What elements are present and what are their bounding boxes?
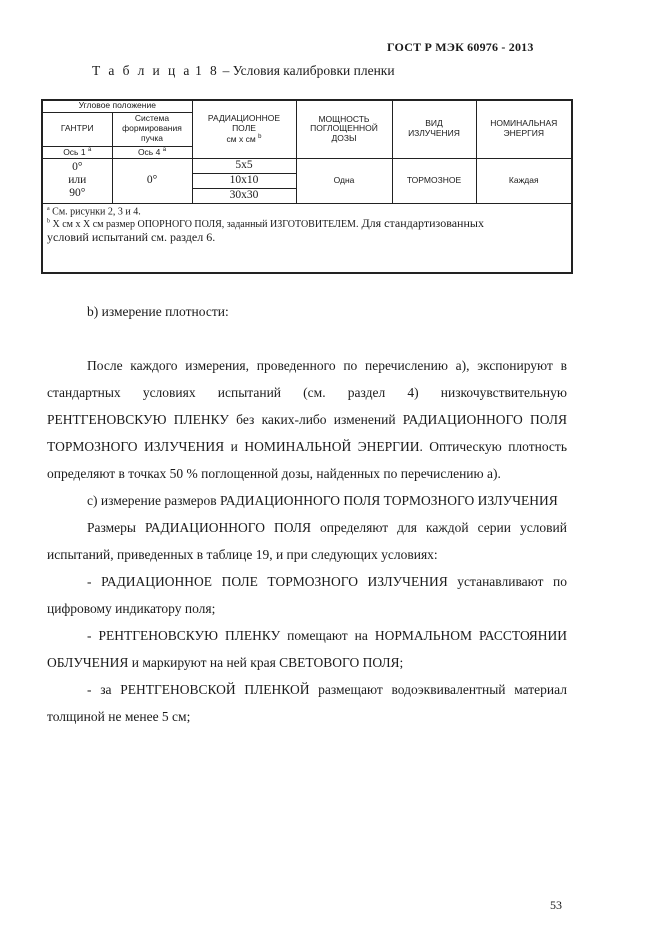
dose-rate-value: Одна [296,158,392,203]
item-c: с) измерение размеров РАДИАЦИОННОГО ПОЛЯ ТОРМОЗНОГО ИЗЛУЧЕНИЯ [87,493,558,508]
table-caption [92,63,395,79]
paragraph-field-size: Размеры РАДИАЦИОННОГО ПОЛЯ определяют для каждой серии условий испытаний, приведенных в таблице 19, и при следующих условиях: [47,520,567,562]
radiation-field-line2: ПОЛЕ [232,122,256,133]
radiation-field-unit [195,134,294,145]
axis1-header [42,146,112,158]
radiation-type-value: ТОРМОЗНОЕ [392,158,476,203]
gantry-value-0: 0° [72,160,83,173]
energy-value: Каждая [476,158,572,203]
item-b-text: b) измерение плотности: [87,304,229,319]
radiation-field-unit-text: см x см [226,133,256,144]
body-text [47,352,567,730]
radiation-type-line1: ВИД [425,118,443,129]
footnote-b-ref: b [258,133,262,140]
axis4-text: Ось 4 [137,146,161,157]
footnote-a-text: См. рисунки 2, 3 и 4. [49,205,141,217]
collimator-line3: пучка [141,132,163,143]
caption-prefix: Т а б л и ц а [92,63,192,78]
calibration-table [41,99,573,274]
dash-item-2: - РЕНТГЕНОВСКУЮ ПЛЕНКУ помещают на НОРМАЛЬНОМ РАССТОЯНИИ ОБЛУЧЕНИЯ и маркируют на ней края СВЕТОВОГО ПОЛЯ; [47,628,567,670]
table-footnotes [42,203,572,273]
document-header: ГОСТ Р МЭК 60976 - 2013 [387,40,534,54]
dash-item-1: - РАДИАЦИОННОЕ ПОЛЕ ТОРМОЗНОГО ИЗЛУЧЕНИЯ устанавливают по цифровому индикатору поля; [47,574,567,616]
footnote-b-text: X см x X см размер ОПОРНОГО ПОЛЯ, заданный ИЗГОТОВИТЕЛЕМ. [50,219,359,231]
radiation-type-header [392,100,476,158]
nominal-energy-header [476,100,572,158]
axis1-text: Ось 1 [63,146,86,157]
footnote-a-mark: a [47,205,50,212]
paragraph-density-exposure: После каждого измерения, проведенного по перечислению а), экспонируют в стандартных условиях испытаний (см. раздел 4) низкочувствительную РЕНТГЕНОВСКУЮ ПЛЕНКУ без каких-либо изменений РАДИАЦИОННОГО ПОЛЯ ТОРМОЗНОГО ИЗЛУЧЕНИЯ и НОМИНАЛЬНОЙ ЭНЕРГИИ. Оптическую плотность определяют в точках 50 % поглощенной дозы, найденных по перечислению а). [47,358,567,481]
footnote-a [47,206,567,218]
collimator-line2: формирования [122,123,182,134]
footnote-a-ref: a [162,146,167,153]
dose-rate-line3: ДОЗЫ [331,133,357,144]
nominal-energy-line2: ЭНЕРГИЯ [503,128,544,139]
gantry-value-or: или [68,173,87,186]
collimator-header [112,112,192,146]
page-number: 53 [550,898,562,912]
field-size-cell: 30x30 [192,188,296,203]
footnote-b [47,217,567,231]
footnote-b-mark: b [47,219,50,225]
radiation-field-line1: РАДИАЦИОННОЕ [207,113,281,124]
dose-rate-line2: ПОГЛОЩЕННОЙ [310,123,378,134]
gantry-values [42,158,112,203]
dose-rate-header [296,100,392,158]
footnote-b-continuation: Для стандартизованных [358,216,484,231]
dose-rate-line1: МОЩНОСТЬ [318,113,370,124]
collimator-value: 0° [112,158,192,203]
axis4-header [112,146,192,158]
field-size-cell: 10x10 [192,173,296,188]
caption-number: 1 8 [195,63,220,78]
angular-position-header: Угловое положение [42,100,192,112]
nominal-energy-line1: НОМИНАЛЬНАЯ [490,118,558,129]
caption-title: – Условия калибровки пленки [222,63,395,78]
gantry-value-90: 90° [69,187,86,200]
field-size-cell: 5x5 [192,158,296,173]
collimator-line1: Система [134,113,170,124]
footnote-a-ref: a [87,146,92,153]
radiation-field-header [192,100,296,158]
gantry-header: ГАНТРИ [42,112,112,146]
item-b [47,298,567,325]
radiation-type-line2: ИЗЛУЧЕНИЯ [408,128,460,139]
footnote-b-line2: условий испытаний см. раздел 6. [47,230,216,245]
dash-item-3: - за РЕНТГЕНОВСКОЙ ПЛЕНКОЙ размещают водоэквивалентный материал толщиной не менее 5 см; [47,682,567,724]
